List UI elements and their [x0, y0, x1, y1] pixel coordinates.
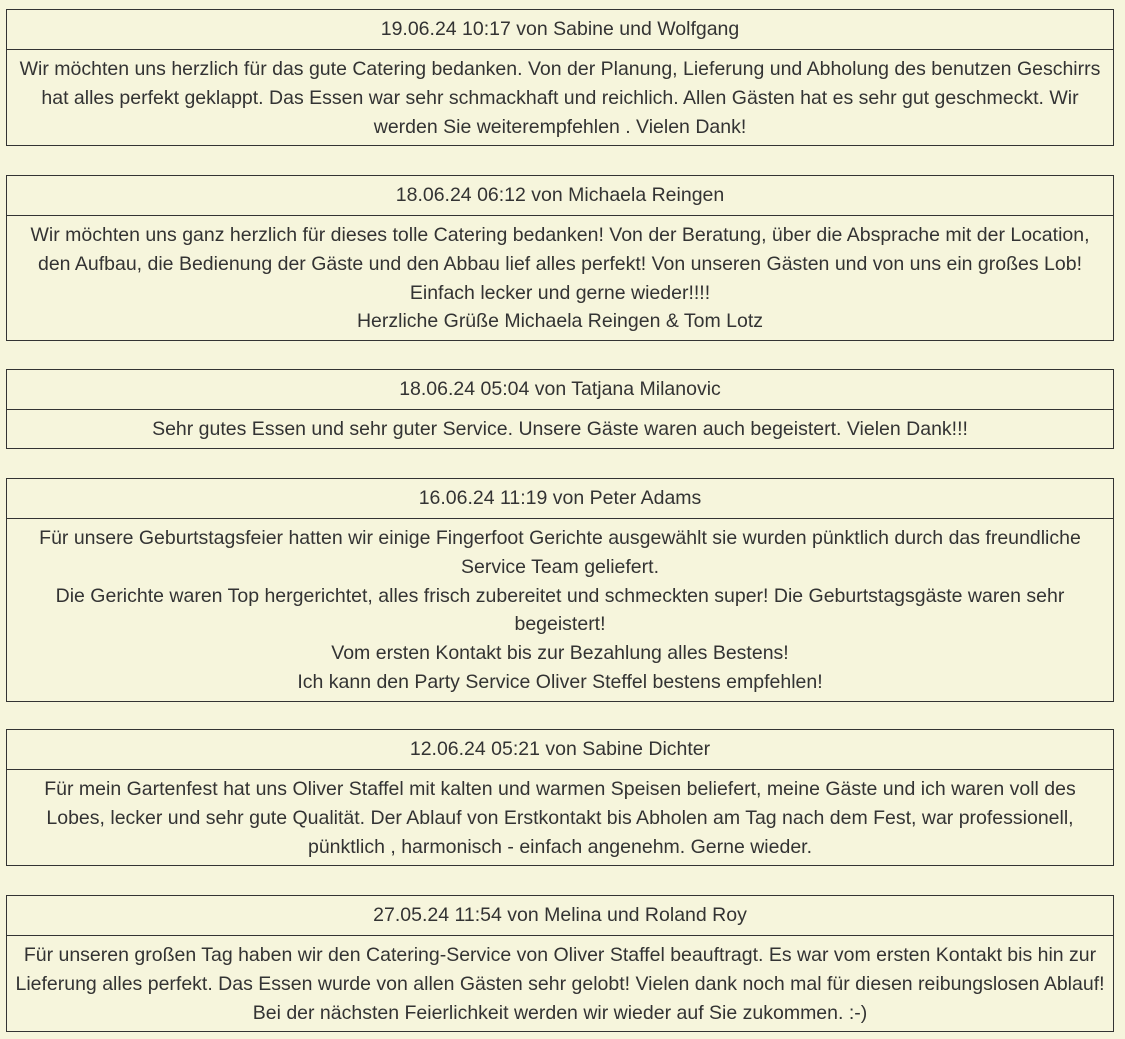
entry-header: 18.06.24 06:12 von Michaela Reingen — [7, 176, 1113, 216]
entry-header: 12.06.24 05:21 von Sabine Dichter — [7, 730, 1113, 770]
entry-body — [7, 770, 1113, 865]
guestbook-entry — [6, 895, 1114, 1032]
entry-body — [7, 936, 1113, 1031]
entry-header: 27.05.24 11:54 von Melina und Roland Roy — [7, 896, 1113, 936]
entry-text: Vom ersten Kontakt bis zur Bezahlung alles Bestens! — [331, 642, 789, 665]
guestbook-entry — [6, 478, 1114, 702]
guestbook-entry — [6, 175, 1114, 341]
entry-text: Wir möchten uns ganz herzlich für dieses tolle Catering bedanken! Von der Beratung, über die Absprache mit der Location, den Aufbau, die Bedienung der Gäste und den Abbau lief alles perfekt! Von unseren Gästen und von uns ein großes Lob! — [30, 224, 1090, 275]
entry-body — [7, 50, 1113, 145]
guestbook-entry — [6, 729, 1114, 866]
entry-header: 18.06.24 05:04 von Tatjana Milanovic — [7, 370, 1113, 410]
entry-text: Ich kann den Party Service Oliver Steffel bestens empfehlen! — [297, 670, 823, 693]
entry-body — [7, 216, 1113, 340]
entry-text: Für unsere Geburtstagsfeier hatten wir einige Fingerfoot Gerichte ausgewählt sie wurden pünktlich durch das freundliche Service Team geliefert. — [39, 527, 1081, 578]
entry-header: 19.06.24 10:17 von Sabine und Wolfgang — [7, 10, 1113, 50]
entry-text: Wir möchten uns herzlich für das gute Catering bedanken. Von der Planung, Lieferung und Abholung des benutzen Geschirrs hat alles perfekt geklappt. Das Essen war sehr schmackhaft und reichlich. Allen Gästen hat es sehr gut geschmeckt. Wir werden Sie weiterempfehlen . Vielen Dank! — [19, 58, 1101, 138]
guestbook-entry — [6, 9, 1114, 146]
entry-text: Herzliche Grüße Michaela Reingen & Tom Lotz — [356, 310, 764, 333]
entry-text: Die Gerichte waren Top hergerichtet, alles frisch zubereitet und schmeckten super! Die Geburtstagsgäste waren sehr begeistert! — [55, 584, 1065, 636]
entry-body — [7, 410, 1113, 448]
entry-header: 16.06.24 11:19 von Peter Adams — [7, 479, 1113, 519]
entry-text: Sehr gutes Essen und sehr guter Service. Unsere Gäste waren auch begeistert. Vielen Dank!!! — [152, 418, 968, 440]
entry-text: Einfach lecker und gerne wieder!!!! — [409, 281, 711, 304]
guestbook-entry — [6, 369, 1114, 449]
entry-text: Für unseren großen Tag haben wir den Catering-Service von Oliver Staffel beauftragt. Es war vom ersten Kontakt bis hin zur Lieferung alles perfekt. Das Essen wurde von allen Gästen sehr gelobt! Vielen dank noch mal für diesen reibungslosen Ablauf! Bei der nächsten Feierlichkeit werden wir wieder auf Sie zukommen. :-) — [15, 944, 1105, 1024]
entry-body — [7, 519, 1113, 701]
entry-text: Für mein Gartenfest hat uns Oliver Staffel mit kalten und warmen Speisen beliefert, meine Gäste und ich waren voll des Lobes, lecker und sehr gute Qualität. Der Ablauf von Erstkontakt bis Abholen am Tag nach dem Fest, war professionell, pünktlich , harmonisch - einfach angenehm. Gerne wieder. — [44, 778, 1076, 858]
